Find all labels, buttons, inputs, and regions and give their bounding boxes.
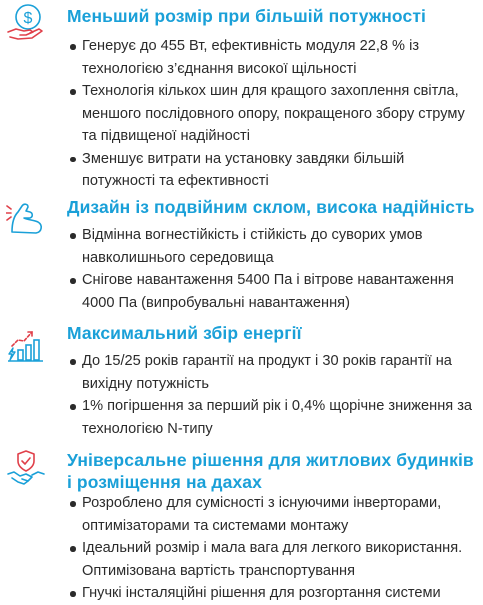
section-title: Універсальне рішення для житлових будинків і розміщення на дахах [67,450,474,492]
energy-growth-chart-icon [6,324,46,364]
list-item: Генерує до 455 Вт, ефективність модуля 22,8 % із технологією з’єднання високої щільності [70,35,479,80]
bullet-list [70,35,479,193]
feature-section-universal-solution [0,440,483,600]
feature-section-energy-yield [0,310,483,440]
list-item: Технологія кількох шин для кращого захоплення світла, меншого послідовного опору, покращеного збору струму та підвищеної надійності [70,80,479,148]
strong-arm-icon [6,198,46,238]
feature-section-double-glass [0,190,483,310]
feature-section-size-power [0,0,483,190]
list-item: Ідеальний розмір і мала вага для легкого використання. Оптимізована вартість транспортування [70,537,479,582]
bullet-list [70,350,479,440]
handshake-shield-icon [6,448,46,488]
list-item: До 15/25 років гарантії на продукт і 30 років гарантії на вихідну потужність [70,350,479,395]
bullet-list [70,224,479,314]
list-item: 1% погіршення за перший рік і 0,4% щорічне зниження за технологією N-типу [70,395,479,440]
section-title: Максимальний збір енергії [67,323,302,343]
bullet-list [70,492,479,605]
list-item: Розроблено для сумісності з існуючими інверторами, оптимізаторами та системами монтажу [70,492,479,537]
section-title: Дизайн із подвійним склом, висока надійність [67,197,475,217]
list-item: Відмінна вогнестійкість і стійкість до суворих умов навколишнього середовища [70,224,479,269]
dollar-hand-icon [6,2,46,42]
section-title: Меньший розмір при більшій потужності [67,6,426,26]
list-item: Гнучкі інсталяційні рішення для розгортання системи [70,582,479,605]
list-item: Зменшує витрати на установку завдяки більшій потужності та ефективності [70,148,479,193]
svg-text:$: $ [23,10,33,27]
list-item: Снігове навантаження 5400 Па і вітрове навантаження 4000 Па (випробувальні навантаження) [70,269,479,314]
